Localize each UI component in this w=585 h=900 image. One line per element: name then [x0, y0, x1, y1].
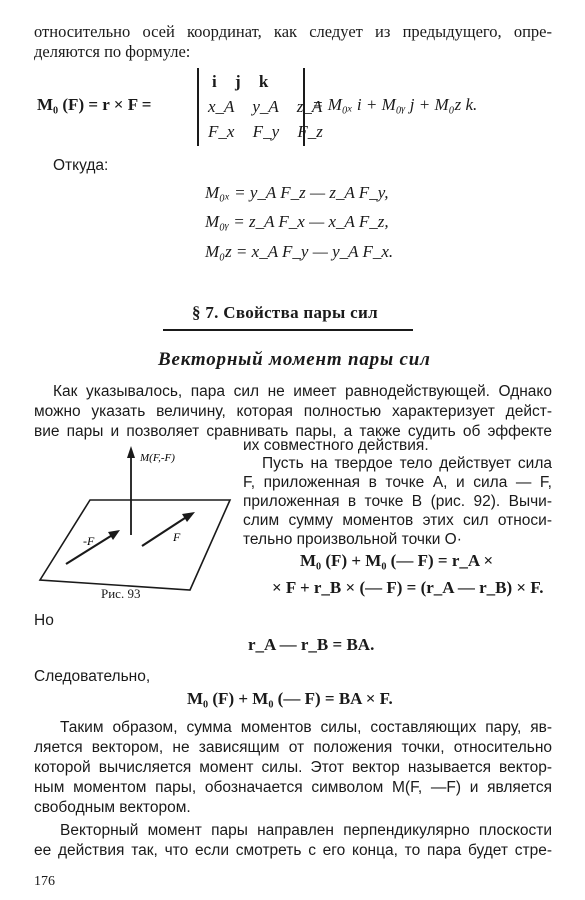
intro-line-1: относительно осей координат, как следует из предыдущего, опре-	[34, 22, 552, 41]
determinant-left-bar	[197, 68, 199, 146]
subsection-title: Векторный момент пары сил	[158, 349, 431, 370]
para3-line-5: свободным вектором.	[34, 799, 191, 816]
determinant-row-1: i j k	[212, 72, 269, 91]
section-rule	[163, 329, 413, 331]
section-title: § 7. Свойства пары сил	[192, 303, 378, 322]
para4-line-2: ее действия так, что если смотреть с его конца, то пара будет стре-	[34, 842, 552, 859]
equation-moy: M₀ᵧ = z_A F_x — x_A F_z,	[205, 212, 389, 231]
intro-line-2: деляются по формуле:	[34, 42, 191, 61]
otkuda-label: Откуда:	[53, 157, 109, 174]
couple-figure	[30, 440, 240, 610]
no-label: Но	[34, 612, 54, 629]
figure-label-neg-f: -F	[83, 534, 95, 548]
moment-formula-rhs: = M₀ₓ i + M₀ᵧ j + M₀z k.	[312, 95, 478, 114]
equation-mox: M₀ₓ = y_A F_z — z_A F_y,	[205, 183, 389, 202]
moment-formula-lhs: M₀ (F) = r × F =	[37, 95, 152, 114]
figure-label-moment: M(F,-F)	[140, 452, 175, 464]
para1-line-2: можно указать величину, которая полностью характеризует дейст-	[34, 403, 552, 420]
para3-line-1: Таким образом, сумма моментов силы, составляющих пару, яв-	[60, 719, 552, 736]
para2-line-3: приложенная в точке B (рис. 92). Вычи-	[243, 493, 552, 510]
figure-caption: Рис. 93	[101, 586, 141, 601]
determinant-row-2: x_A y_A z_A	[208, 97, 323, 116]
equation-sum-1: M₀ (F) + M₀ (— F) = r_A ×	[300, 551, 494, 570]
moment-arrowhead	[127, 446, 135, 458]
force-f-line	[142, 516, 188, 546]
para3-line-2: ляется вектором, не зависящим от положения точки, относительно	[34, 739, 552, 756]
force-neg-f-arrowhead	[108, 530, 120, 540]
equation-sum-2: × F + r_B × (— F) = (r_A — r_B) × F.	[272, 578, 544, 597]
para2-line-4: слим сумму моментов этих сил относи-	[243, 512, 552, 529]
equation-result: M₀ (F) + M₀ (— F) = BA × F.	[187, 689, 393, 708]
para4-line-1: Векторный момент пары направлен перпендикулярно плоскости	[60, 822, 552, 839]
figure-label-f: F	[173, 530, 181, 544]
determinant-row-3: F_x F_y F_z	[208, 122, 323, 141]
para1-line-3: вие пары и позволяет сравнивать пары, а также судить об эффекте	[34, 423, 552, 440]
para3-line-4: ным моментом пары, обозначается символом M(F, —F) и является	[34, 779, 552, 796]
para2-line-1: Пусть на твердое тело действует сила	[262, 455, 552, 472]
para2-line-5: тельно произвольной точки O·	[243, 531, 462, 548]
plane-parallelogram	[40, 500, 230, 590]
equation-diff: r_A — r_B = BA.	[248, 635, 375, 654]
force-f-arrowhead	[182, 512, 195, 522]
sledovatelno-label: Следовательно,	[34, 668, 151, 685]
page-number: 176	[34, 874, 55, 889]
para1-line-1: Как указывалось, пара сил не имеет равнодействующей. Однако	[53, 383, 552, 400]
para3-line-3: которой вычисляется момент силы. Этот вектор называется вектор-	[34, 759, 552, 776]
para2-line-2: F, приложенная в точке A, и сила — F,	[243, 474, 552, 491]
para1-line-4: их совместного действия.	[243, 437, 429, 454]
equation-moz: M₀z = x_A F_y — y_A F_x.	[205, 242, 394, 261]
